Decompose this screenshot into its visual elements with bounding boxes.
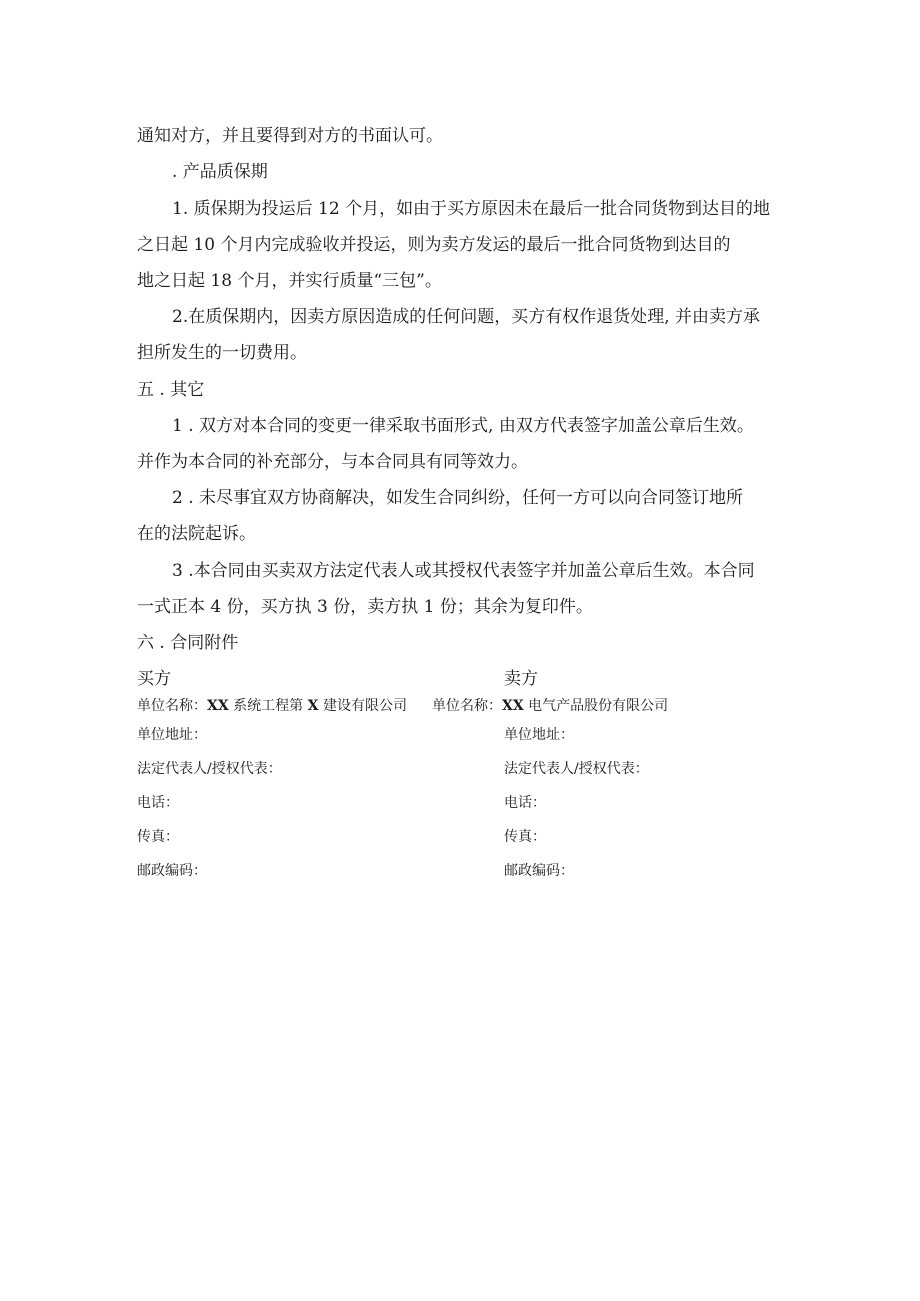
seller-phone-label: 电话： bbox=[504, 795, 546, 811]
seller-postcode-label: 邮政编码： bbox=[504, 863, 574, 879]
seller-company-name bbox=[432, 696, 668, 716]
warranty-item-1-line-2: 之日起 10 个月内完成验收并投运，则为卖方发运的最后一批合同货物到达目的 bbox=[137, 235, 731, 255]
seller-representative-label: 法定代表人/授权代表： bbox=[504, 761, 649, 777]
seller-address-label: 单位地址： bbox=[504, 727, 574, 743]
buyer-fax-label: 传真： bbox=[137, 829, 179, 845]
seller-fax-label: 传真： bbox=[504, 829, 546, 845]
seller-name-bold: XX bbox=[502, 698, 524, 714]
warranty-item-2-line-1: 2.在质保期内，因卖方原因造成的任何问题，买方有权作退货处理, 并由卖方承 bbox=[172, 307, 761, 327]
seller-name-text: 电气产品股份有限公司 bbox=[523, 698, 669, 714]
buyer-postcode-label: 邮政编码： bbox=[137, 863, 207, 879]
buyer-address-label: 单位地址： bbox=[137, 727, 207, 743]
warranty-item-1-line-1: 1. 质保期为投运后 12 个月，如由于买方原因未在最后一批合同货物到达目的地 bbox=[172, 199, 771, 219]
buyer-company-name bbox=[137, 696, 407, 716]
buyer-name-bold-1: XX bbox=[207, 698, 229, 714]
other-item-1-line-2: 并作为本合同的补充部分，与本合同具有同等效力。 bbox=[137, 452, 528, 472]
buyer-title: 买方 bbox=[137, 669, 171, 689]
other-item-1-line-1: 1 . 双方对本合同的变更一律采取书面形式, 由双方代表签字加盖公章后生效。 bbox=[172, 416, 754, 436]
buyer-name-label: 单位名称： bbox=[137, 698, 207, 714]
other-item-2-line-2: 在的法院起诉。 bbox=[137, 524, 256, 544]
other-item-2-line-1: 2 . 未尽事宜双方协商解决，如发生合同纠纷，任何一方可以向合同签订地所 bbox=[172, 488, 744, 508]
buyer-phone-label: 电话： bbox=[137, 795, 179, 811]
other-item-3-line-2: 一式正本 4 份，买方执 3 份，卖方执 1 份；其余为复印件。 bbox=[137, 597, 593, 617]
buyer-name-bold-2: X bbox=[307, 698, 319, 714]
warranty-item-1-line-3: 地之日起 18 个月，并实行质量“三包”。 bbox=[137, 271, 442, 291]
warranty-item-2-line-2: 担所发生的一切费用。 bbox=[137, 343, 307, 363]
other-item-3-line-1: 3 .本合同由买卖双方法定代表人或其授权代表签字并加盖公章后生效。本合同 bbox=[172, 561, 755, 581]
buyer-name-text-2: 建设有限公司 bbox=[318, 698, 407, 714]
seller-name-label: 单位名称： bbox=[432, 698, 502, 714]
buyer-representative-label: 法定代表人/授权代表： bbox=[137, 761, 282, 777]
section-heading-warranty: . 产品质保期 bbox=[172, 162, 268, 182]
seller-title: 卖方 bbox=[504, 669, 538, 689]
buyer-name-text-1: 系统工程第 bbox=[228, 698, 308, 714]
section-heading-other: 五 . 其它 bbox=[137, 380, 205, 400]
section-heading-attachments: 六 . 合同附件 bbox=[137, 633, 239, 653]
paragraph-intro-tail: 通知对方，并且要得到对方的书面认可。 bbox=[137, 126, 443, 146]
